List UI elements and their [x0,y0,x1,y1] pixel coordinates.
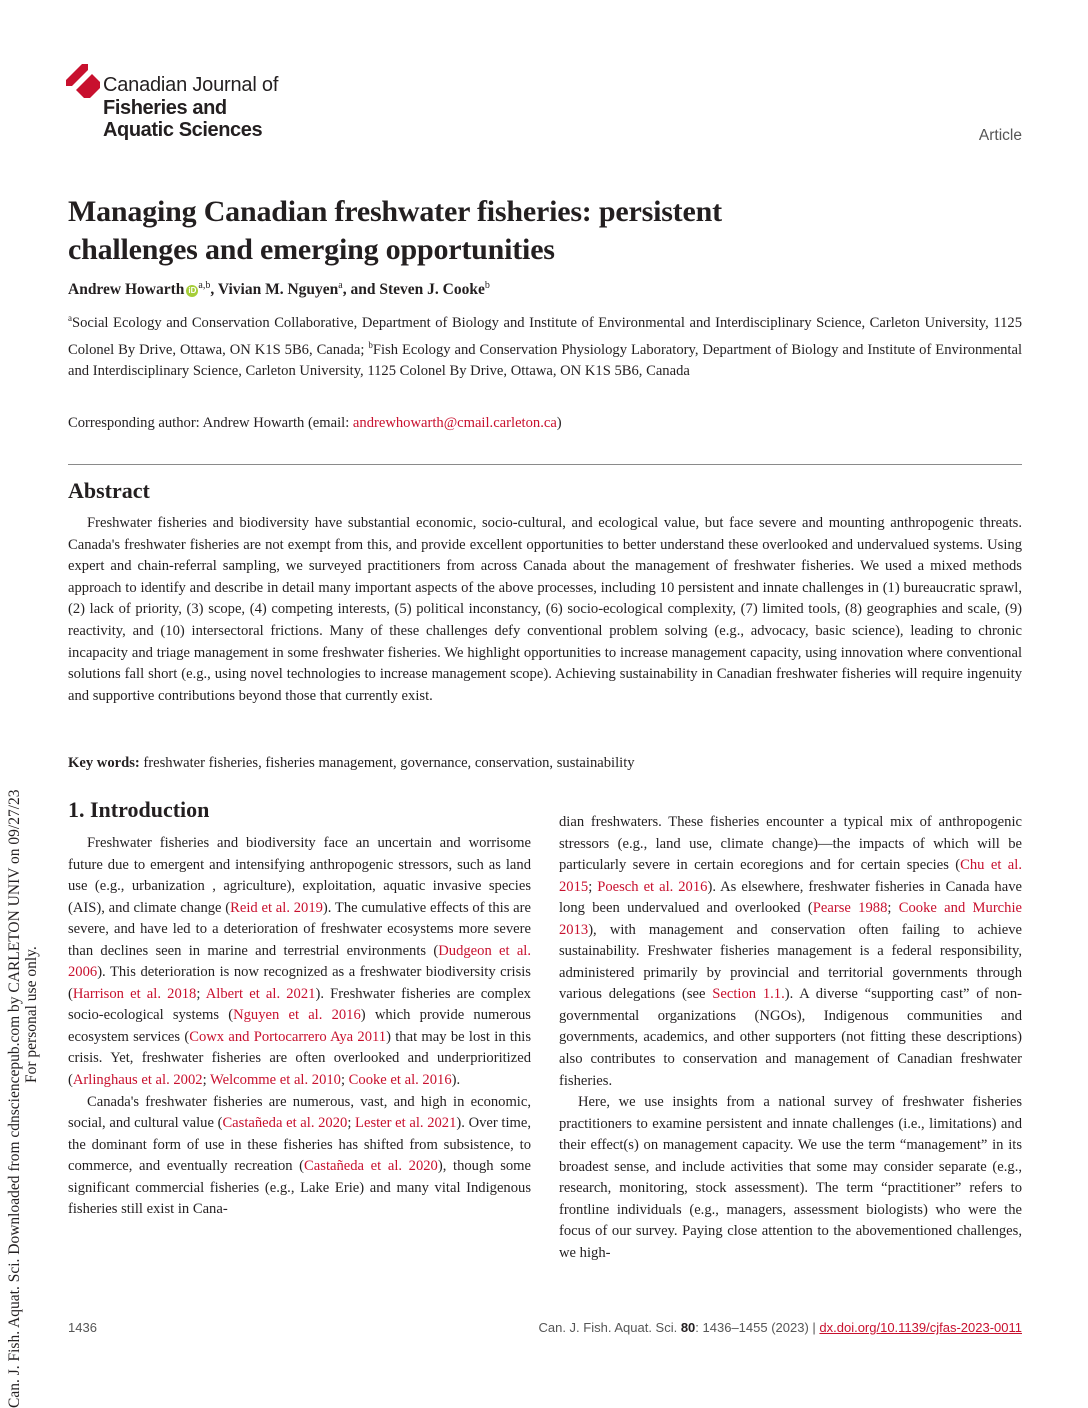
article-title [68,193,1018,269]
citation-link[interactable]: Harrison et al. 2018 [72,985,197,1002]
citation-link[interactable]: Pearse 1988 [812,900,888,917]
author-separator: , and [342,281,380,299]
text-run: ; [196,985,206,1002]
author-separator: , [210,281,218,299]
author-name[interactable]: Andrew Howarth [68,281,185,299]
citation-link[interactable]: Arlinghaus et al. 2002 [72,1072,203,1089]
affiliations [68,308,1022,383]
journal-name-line3: Aquatic Sciences [103,119,263,141]
text-run: ) that may be lost in this crisis. Yet, freshwater fisheries are often overlooked and underprioritized ( [68,1028,532,1089]
affiliation-a: Social Ecology and Conservation Collaborative, Department of Biology and Institute of Environmental and Interdisciplinary Science, Carleton University, 1125 Colonel By Drive, Ottawa, ON K1S 5B6, Canada; [68,314,1022,358]
email-link[interactable]: andrewhowarth@cmail.carleton.ca [352,415,557,431]
download-note-line2: For personal use only. [23,946,40,1083]
intro-paragraph [68,1092,531,1221]
keywords-text: freshwater fisheries, fisheries management, governance, conservation, sustainability [139,755,635,771]
title-line2: challenges and emerging opportunities [68,233,555,266]
citation-link[interactable]: Dudgeon et al. 2006 [68,942,531,981]
citation-text: : 1436–1455 (2023) | [695,1320,820,1335]
text-run: ; [347,1115,356,1132]
body-column-left [68,833,531,1221]
text-run: ). [451,1072,461,1089]
text-run: ). Freshwater fisheries are complex socio-ecological systems ( [68,985,531,1024]
journal-name-line1: Canadian Journal of [103,74,279,96]
text-run: ). A diverse “supporting cast” of non-governmental organizations (NGOs), Indigenous communities and governments, academics, and other supporters (not fitting these descriptions) also contributes to conservation and management of Canadian freshwater fisheries. [559,986,1022,1089]
download-note-line1: Can. J. Fish. Aquat. Sci. Downloaded from cdnsciencepub.com by CARLETON UNIV on 09/27/23 [6,789,23,1408]
doi-link[interactable]: dx.doi.org/10.1139/cjfas-2023-0011 [819,1320,1022,1335]
affiliation-sup: a [338,280,343,291]
text-run: ). The cumulative effects of this are severe, and have led to a deterioration of freshwater ecosystems more severe than declines seen in marine and terrestrial environments ( [68,899,531,959]
title-line1: Managing Canadian freshwater fisheries: persistent [68,195,722,228]
citation-link[interactable]: Castañeda et al. 2020 [304,1158,438,1175]
citation-link[interactable]: Chu et al. 2015 [559,857,1022,895]
journal-name-line2: Fisheries and [103,97,227,119]
text-run: ), with management and conservation often failing to achieve sustainability. Freshwater fisheries management is a federal responsibility, administered primarily by provincial and territorial governments through various delegations (see [559,921,1022,1003]
text-run: ; [887,900,899,917]
citation-text: Can. J. Fish. Aquat. Sci. [538,1320,681,1335]
author-list [68,280,490,299]
article-type-label: Article [978,127,1022,144]
corresponding-prefix: Corresponding author: Andrew Howarth (email: [68,415,353,431]
author-name[interactable]: Steven J. Cooke [379,281,485,299]
text-run: ) which provide numerous ecosystem services ( [68,1007,531,1045]
keywords [68,755,635,772]
journal-logo-icon [66,64,100,98]
citation-link[interactable]: Reid et al. 2019 [230,899,323,916]
text-run: dian freshwaters. These fisheries encounter a typical mix of anthropogenic stressors (e.g., land use, climate change)—the impacts of which will be particularly severe in certain ecoregions and for certain species ( [559,814,1022,874]
citation-link[interactable]: Poesch et al. 2016 [597,878,708,895]
text-run: Canada's freshwater fisheries are numerous, vast, and high in economic, social, and cultural value ( [68,1093,531,1132]
body-column-right [559,812,1022,1264]
intro-paragraph [559,812,1022,1092]
volume-number: 80 [680,1320,696,1335]
citation-link[interactable]: Nguyen et al. 2016 [233,1007,361,1024]
page-number: 1436 [68,1320,97,1335]
citation-link[interactable]: Cooke et al. 2016 [348,1072,452,1089]
text-run: ; [202,1072,211,1089]
abstract-text: Freshwater fisheries and biodiversity have substantial economic, socio-cultural, and ecological value, but face severe and mounting anthropogenic threats. Canada's freshwater fisheries are not exempt from this, and provide excellent opportunities to better understand these overlooked and undervalued systems. Using expert and chain-referral sampling, we surveyed practitioners from across Canada about the management of freshwater fisheries. We used a mixed methods approach to identify and describe in detail many important aspects of the above processes, including 10 persistent and innate challenges in (1) bureaucratic sprawl, (2) lack of priority, (3) scope, (4) competing interests, (5) political inconstancy, (6) socio-ecological complexity, (7) limited tools, (8) geographies and scale, (9) reactivity, and (10) intersectoral frictions. Many of these challenges defy conventional problem solving (e.g., advocacy, basic science), leading to chronic incapacity and triage management in some freshwater fisheries. We highlight opportunities to increase management capacity, using innovation where conventional solutions fall short (e.g., using novel technologies to increase management scope). Achieving sustainability in Canadian freshwater fisheries will require ingenuity and supportive contributions beyond those that currently exist. [68,515,1022,704]
intro-paragraph [68,833,531,1092]
text-run: ; [588,878,598,895]
abstract-heading: Abstract [68,478,150,503]
section-divider [68,464,1022,465]
orcid-icon[interactable]: iD [188,286,197,296]
author-name[interactable]: Vivian M. Nguyen [217,281,339,299]
corresponding-suffix: ) [556,415,562,431]
citation-link[interactable]: Castañeda et al. 2020 [222,1115,348,1132]
keywords-label: Key words: [68,755,140,771]
download-watermark [6,408,40,1408]
affiliation-sup: a,b [198,280,211,291]
text-run: ). This deterioration is now recognized as a freshwater biodiversity crisis ( [68,964,531,1002]
citation-link[interactable]: Welcomme et al. 2010 [210,1072,341,1089]
text-run: Freshwater fisheries and biodiversity face an uncertain and worrisome future due to emergent and intensifying anthropogenic stressors, such as land use (e.g., urbanization , agriculture), exploitation, aquatic invasive species (AIS), and climate change ( [68,835,531,916]
journal-name-bold [103,97,262,141]
citation-link[interactable]: Cooke and Murchie 2013 [559,900,1022,938]
citation-link[interactable]: Albert et al. 2021 [205,985,316,1002]
citation-link[interactable]: Lester et al. 2021 [355,1115,457,1132]
text-run: ), though some significant commercial fisheries (e.g., Lake Erie) and many vital Indigenous fisheries still exist in Cana- [68,1158,531,1218]
affiliation-sup: b [484,280,490,291]
text-run: ; [340,1072,349,1089]
affiliation-b: Fish Ecology and Conservation Physiology Laboratory, Department of Biology and Institute of Environmental and Interdisciplinary Science, Carleton University, 1125 Colonel By Drive, Ottawa, ON K1S 5B6, Canada [68,341,1023,380]
text-run: ). As elsewhere, freshwater fisheries in Canada have long been undervalued and overlooked ( [559,878,1022,917]
corresponding-author [68,415,562,432]
affiliation-sup: a [68,313,72,323]
text-run: ). Over time, the dominant form of use in these fisheries has shifted from subsistence, to commerce, and eventually recreation ( [68,1115,532,1175]
affiliation-sup: b [368,339,373,350]
citation-footer [538,1320,1022,1335]
citation-link[interactable]: Cowx and Portocarrero Aya 2011 [189,1028,387,1045]
introduction-heading: 1. Introduction [68,797,210,822]
intro-paragraph: Here, we use insights from a national survey of freshwater fisheries practitioners to examine persistent and innate challenges (i.e., limitations) and their effect(s) on management capacity. We use the term “management” in its broadest sense, and include activities that some may consider separate (e.g., research, monitoring, stock assessment). The term “practitioner” refers to frontline individuals (e.g., managers, assessment biologists) who were the focus of our survey. Paying close attention to the abovementioned challenges, we high- [559,1094,1022,1261]
section-link[interactable]: Section 1.1. [712,986,785,1003]
